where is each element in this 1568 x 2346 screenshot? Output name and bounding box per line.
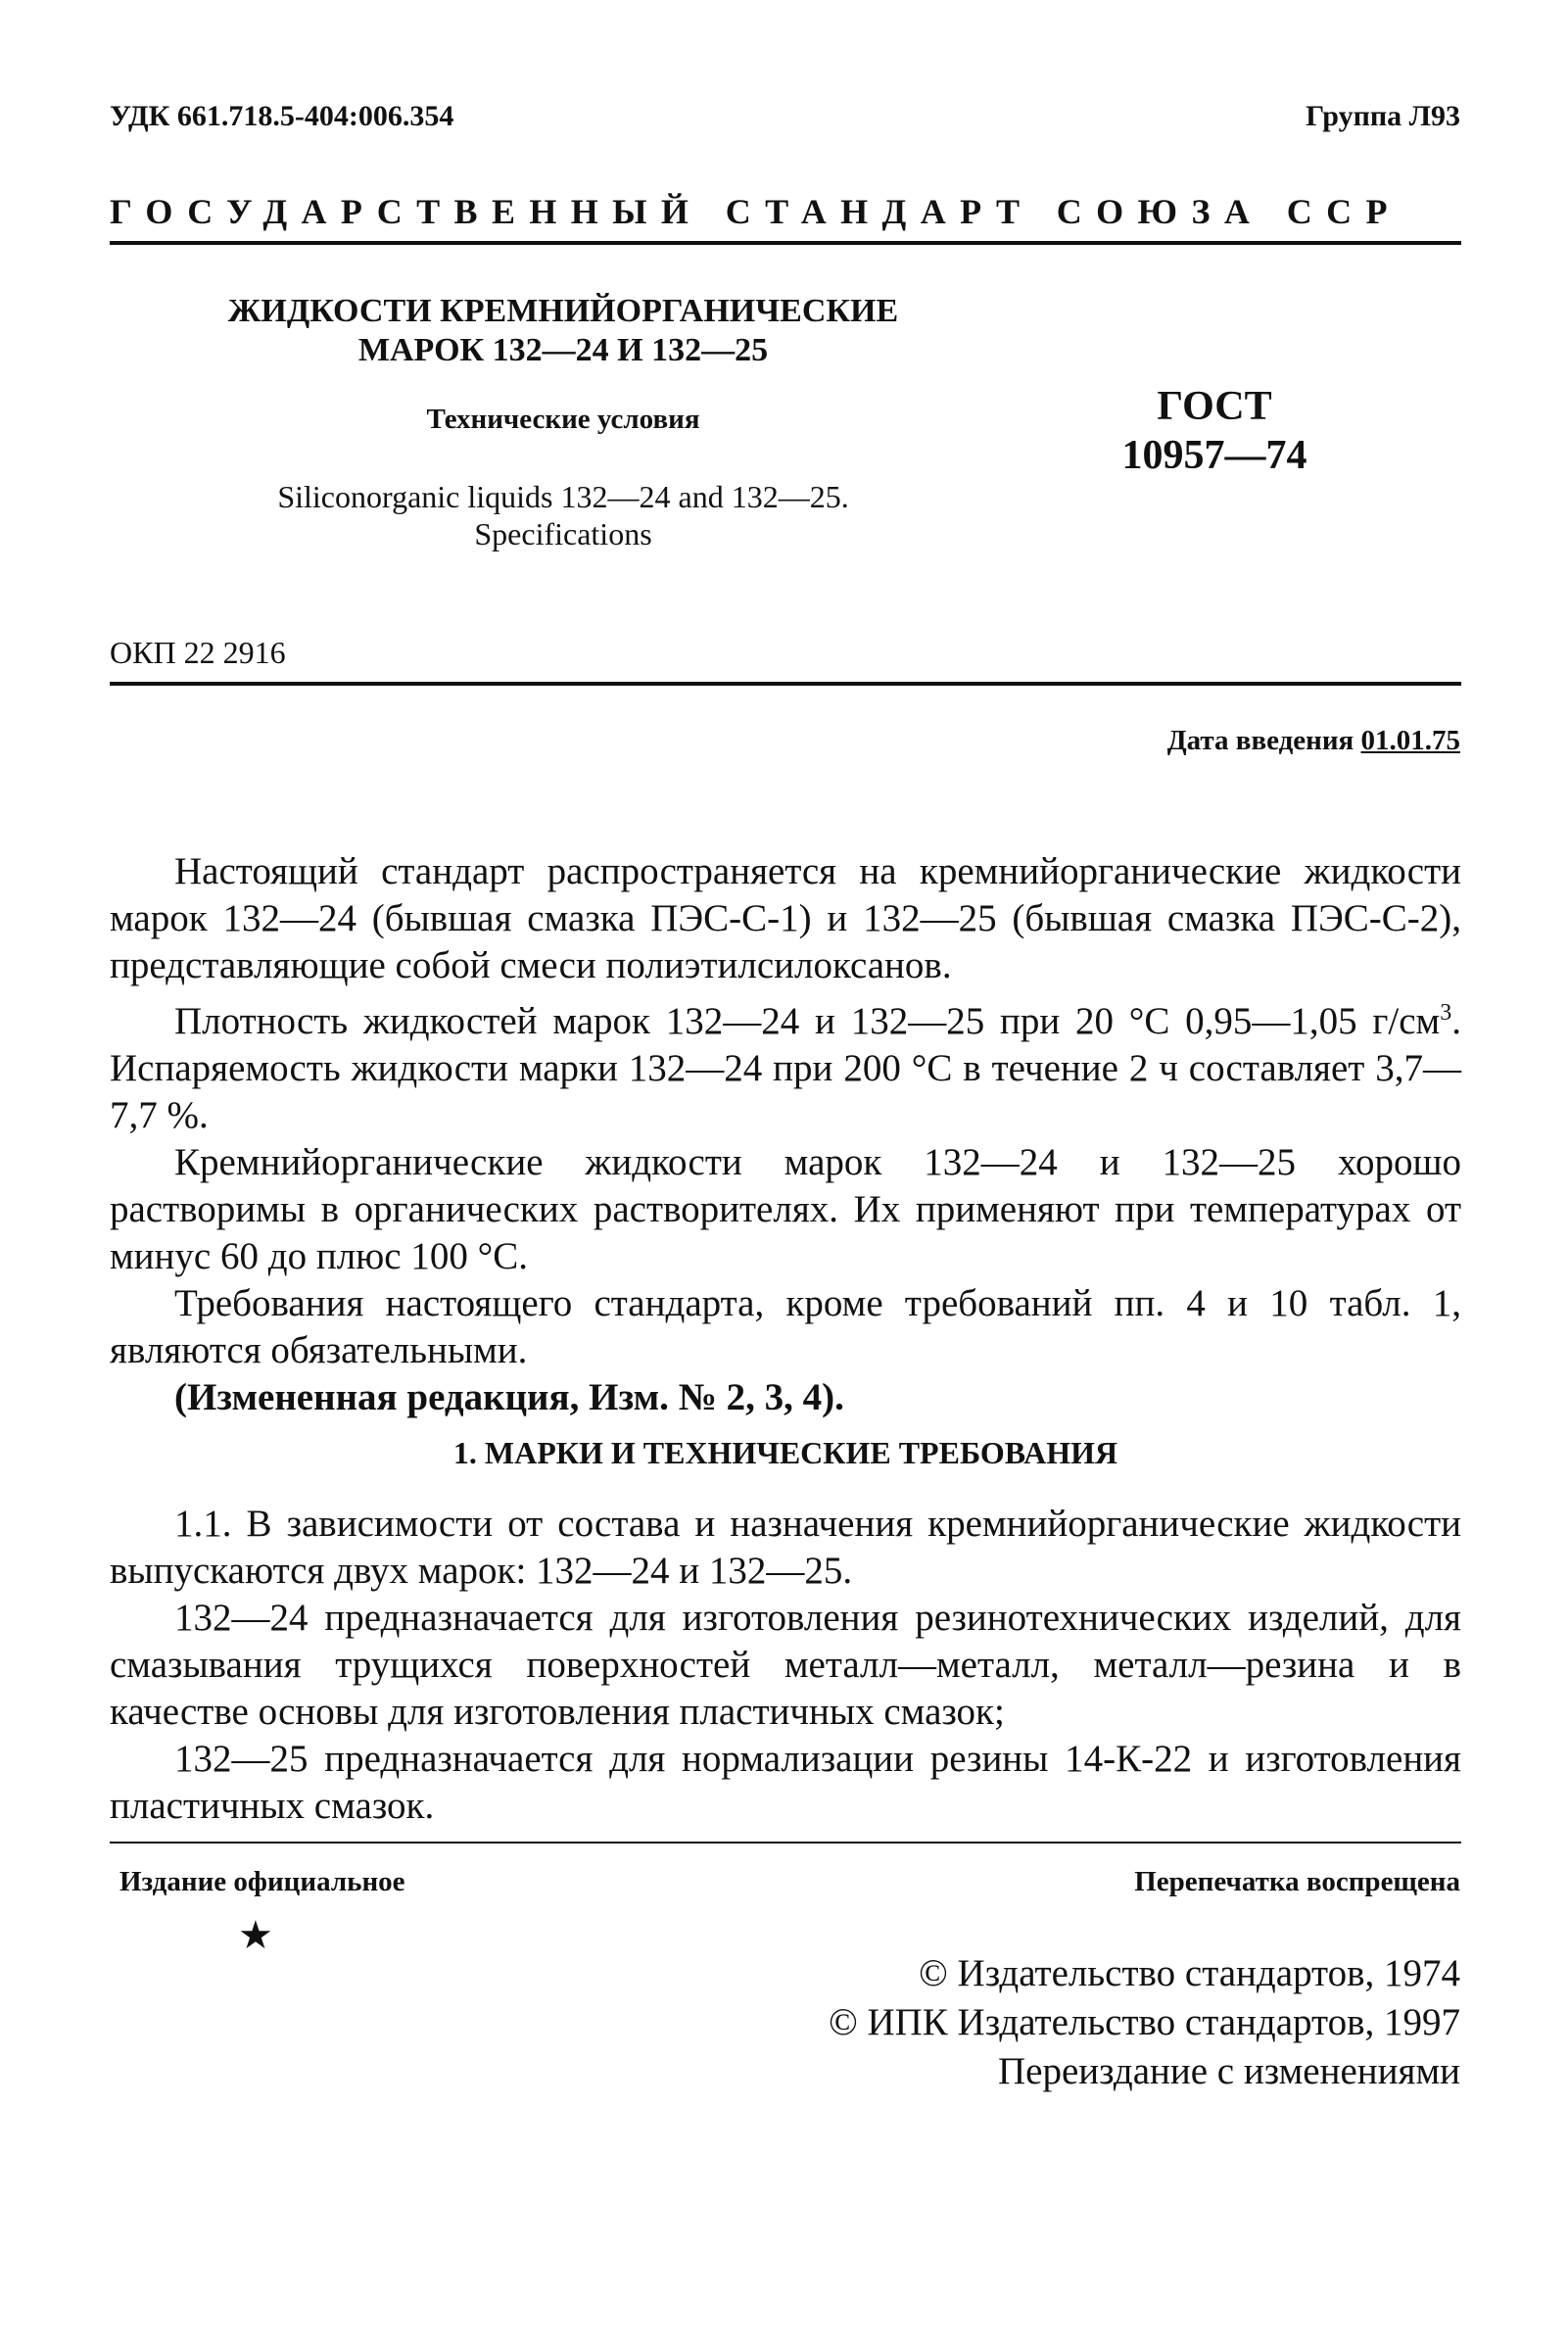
document-title-en (147, 478, 979, 552)
title-line-1: ЖИДКОСТИ КРЕМНИЙОРГАНИЧЕСКИЕ (227, 293, 899, 329)
intro-paragraph-3: Кремнийорганические жидкости марок 132—24 и 132—25 хорошо растворимы в органических растворителях. Их применяют при температурах от минус 60 до плюс 100 °С. (110, 1141, 1461, 1277)
introduction-date-label: Дата введения (1166, 725, 1354, 756)
official-edition-label: Издание официальное (119, 1866, 405, 1897)
amendment-note: (Измененная редакция, Изм. № 2, 3, 4). (174, 1376, 844, 1418)
intro-paragraph-4: Требования настоящего стандарта, кроме требований пп. 4 и 10 табл. 1, являются обязательными. (110, 1282, 1461, 1371)
gost-designation (1107, 382, 1322, 480)
gost-label: ГОСТ (1157, 384, 1272, 429)
title-en-line-1: Siliconorganic liquids 132—24 and 132—25. (277, 479, 849, 514)
okp-code: ОКП 22 2916 (110, 635, 286, 670)
reprint-prohibited-label: Перепечатка воспрещена (1134, 1866, 1460, 1897)
state-standard-heading: ГОСУДАРСТВЕННЫЙ СТАНДАРТ СОЮЗА ССР (110, 192, 1402, 231)
intro-paragraph-2: Плотность жидкостей марок 132—24 и 132—25 при 20 °С 0,95—1,05 $г/см^3$. Испаряемость жидкости марки 132—24 при 200 °С в течение 2 ч составляет 3,7—7,7 %. (110, 1000, 1461, 1136)
introduction-date (1167, 725, 1460, 757)
group-code: Группа Л93 (1306, 100, 1460, 132)
copyright-block (829, 1949, 1460, 2096)
section-1-paragraph-3: 132—25 предназначается для нормализации резины 14-К-22 и изготовления пластичных смазок. (110, 1738, 1461, 1827)
udk-code: УДК 661.718.5-404:006.354 (110, 100, 454, 132)
title-en-line-2: Specifications (474, 516, 652, 551)
copyright-1974: © Издательство стандартов, 1974 (919, 1952, 1460, 1994)
section-1-paragraph-1: 1.1. В зависимости от состава и назначения кремнийорганические жидкости выпускаются двух марок: 132—24 и 132—25. (110, 1503, 1461, 1592)
document-title (147, 292, 979, 370)
section-1-title: 1. МАРКИ И ТЕХНИЧЕСКИЕ ТРЕБОВАНИЯ (452, 1435, 1118, 1470)
star-icon: ★ (238, 1913, 273, 1957)
section-1-text (110, 1501, 1461, 1830)
intro-text (110, 848, 1461, 1421)
reissue-note: Переиздание с изменениями (998, 2050, 1460, 2092)
introduction-date-value: 01.01.75 (1360, 725, 1460, 756)
title-line-2: МАРОК 132—24 И 132—25 (357, 332, 769, 368)
footer-rule (110, 1842, 1461, 1843)
okp-rule (110, 682, 1461, 686)
gost-number: 10957—74 (1121, 433, 1307, 478)
header-rule (110, 241, 1461, 245)
section-1-paragraph-2: 132—24 предназначается для изготовления резинотехнических изделий, для смазывания трущихся поверхностей металл—металл, металл—резина и в качестве основы для изготовления пластичных смазок; (110, 1597, 1461, 1733)
document-subtitle: Технические условия (426, 404, 700, 435)
intro-paragraph-1: Настоящий стандарт распространяется на кремнийорганические жидкости марок 132—24 (бывшая смазка ПЭС-С-1) и 132—25 (бывшая смазка ПЭС-С-2), представляющие собой смеси полиэтилсилоксанов. (110, 850, 1461, 986)
copyright-1997: © ИПК Издательство стандартов, 1997 (829, 2001, 1460, 2043)
